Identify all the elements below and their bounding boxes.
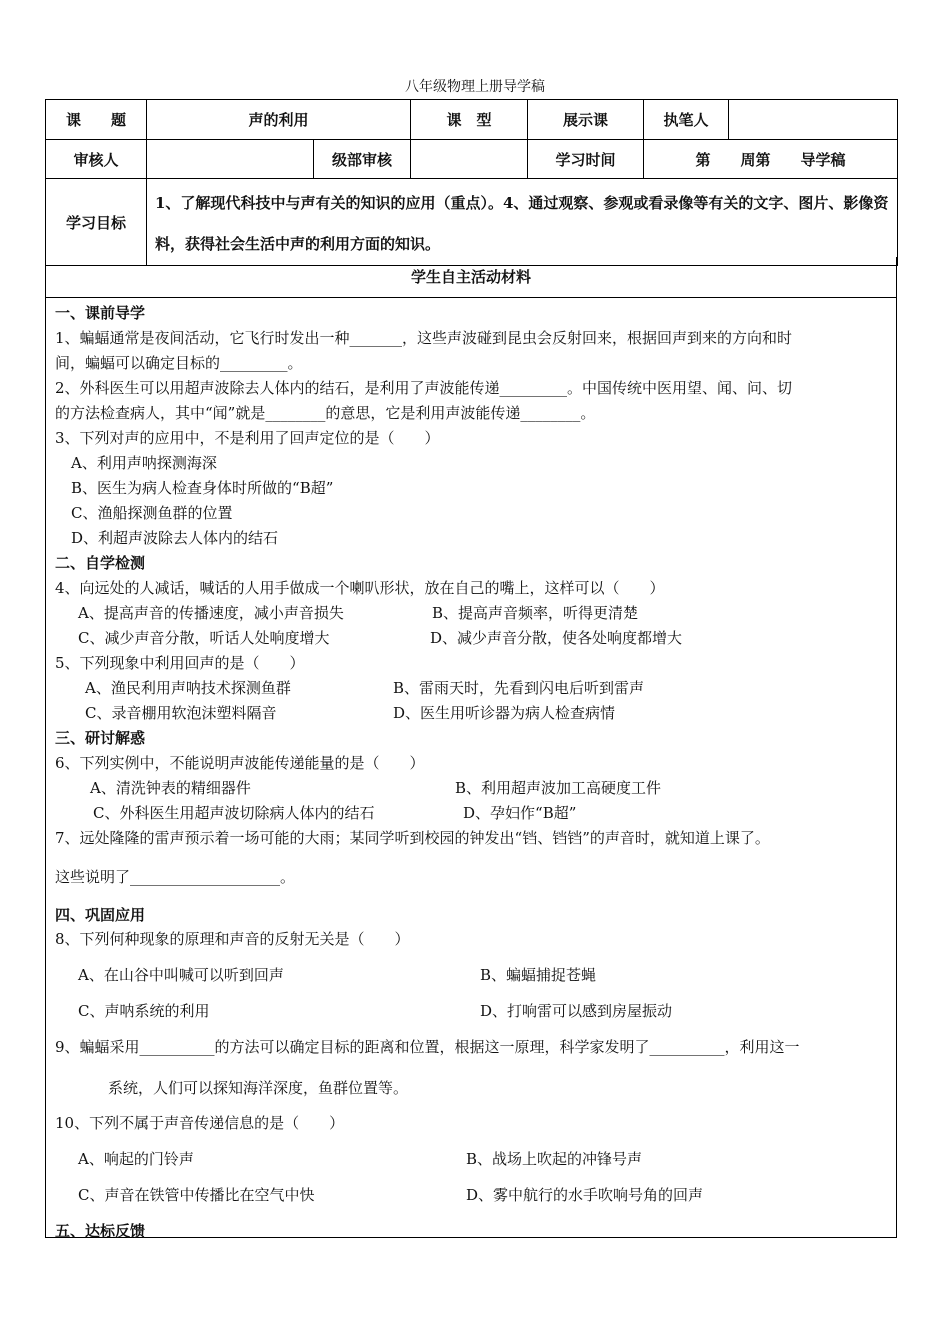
q10-option-b: B、战场上吹起的冲锋号声 [466, 1150, 643, 1168]
heading-consolidation: 四、巩固应用 [55, 906, 146, 924]
q3-option-a: A、利用声呐探测海深 [71, 454, 217, 472]
q1-line-2: 间，蝙蝠可以确定目标的_________。 [55, 354, 303, 372]
objectives-label: 学习目标 [46, 179, 147, 266]
grade-review-value [411, 140, 528, 179]
reviewer-value [147, 140, 314, 179]
q5-option-a: A、渔民利用声呐技术探测鱼群 [85, 679, 291, 697]
q4-option-c: C、减少声音分散，听话人处响度增大 [78, 629, 330, 647]
heading-feedback: 五、达标反馈 [55, 1222, 146, 1240]
study-time-value: 第 周第 导学稿 [644, 140, 898, 179]
q5-stem: 5、下列现象中利用回声的是（ ） [55, 654, 305, 672]
q2-line-2: 的方法检查病人，其中“闻”就是________的意思，它是利用声波能传递________。 [55, 404, 596, 422]
topic-value: 声的利用 [147, 100, 411, 140]
heading-pre-study: 一、课前导学 [55, 304, 146, 322]
q3-option-d: D、利超声波除去人体内的结石 [71, 529, 279, 547]
page-title: 八年级物理上册导学稿 [405, 79, 545, 95]
q4-option-b: B、提高声音频率，听得更清楚 [432, 604, 639, 622]
grade-review-label: 级部审核 [314, 140, 411, 179]
type-value: 展示课 [528, 100, 644, 140]
q6-option-b: B、利用超声波加工高硬度工件 [455, 779, 662, 797]
q9-line-1: 9、蝙蝠采用__________的方法可以确定目标的距离和位置，根据这一原理，科学家发明了__________，利用这一 [55, 1038, 800, 1056]
q6-option-d: D、孕妇作“B超” [463, 804, 577, 822]
type-label: 课 型 [411, 100, 528, 140]
topic-label: 课 题 [46, 100, 147, 140]
q6-option-a: A、清洗钟表的精细器件 [90, 779, 251, 797]
q9-line-2: 系统，人们可以探知海洋深度，鱼群位置等。 [108, 1079, 409, 1097]
q8-option-b: B、蝙蝠捕捉苍蝇 [480, 966, 597, 984]
q8-option-d: D、打响雷可以感到房屋振动 [480, 1002, 673, 1020]
q2-line-1: 2、外科医生可以用超声波除去人体内的结石，是利用了声波能传递_________。中国传统中医用望、闻、问、切 [55, 379, 793, 397]
q8-stem: 8、下列何种现象的原理和声音的反射无关是（ ） [55, 930, 410, 948]
heading-self-check: 二、自学检测 [55, 554, 146, 572]
q6-option-c: C、外科医生用超声波切除病人体内的结石 [93, 804, 375, 822]
q8-option-a: A、在山谷中叫喊可以听到回声 [78, 966, 284, 984]
q3-stem: 3、下列对声的应用中，不是利用了回声定位的是（ ） [55, 429, 440, 447]
writer-value [729, 100, 898, 140]
q10-option-c: C、声音在铁管中传播比在空气中快 [78, 1186, 315, 1204]
reviewer-label: 审核人 [46, 140, 147, 179]
header-table [45, 99, 898, 266]
q3-option-b: B、医生为病人检查身体时所做的“B超” [71, 479, 334, 497]
heading-discussion: 三、研讨解惑 [55, 729, 146, 747]
q5-option-c: C、录音棚用软泡沫塑料隔音 [85, 704, 277, 722]
q4-option-d: D、减少声音分散，使各处响度都增大 [430, 629, 683, 647]
section-title: 学生自主活动材料 [45, 257, 897, 298]
q10-stem: 10、下列不属于声音传递信息的是（ ） [55, 1114, 345, 1132]
q4-stem: 4、向远处的人减话，喊话的人用手做成一个喇叭形状，放在自己的嘴上，这样可以（ ） [55, 579, 665, 597]
q7-line-2: 这些说明了____________________。 [55, 868, 296, 886]
q10-option-a: A、响起的门铃声 [78, 1150, 194, 1168]
q5-option-b: B、雷雨天时，先看到闪电后听到雷声 [393, 679, 645, 697]
q1-line-1: 1、蝙蝠通常是夜间活动，它飞行时发出一种_______，这些声波碰到昆虫会反射回来，根据回声到来的方向和时 [55, 329, 793, 347]
study-time-label: 学习时间 [528, 140, 644, 179]
q7-line-1: 7、远处隆隆的雷声预示着一场可能的大雨；某同学听到校园的钟发出“铛、铛铛”的声音时，就知道上课了。 [55, 829, 770, 847]
writer-label: 执笔人 [644, 100, 729, 140]
q6-stem: 6、下列实例中，不能说明声波能传递能量的是（ ） [55, 754, 425, 772]
q4-option-a: A、提高声音的传播速度，减小声音损失 [78, 604, 344, 622]
q10-option-d: D、雾中航行的水手吹响号角的回声 [466, 1186, 704, 1204]
q5-option-d: D、医生用听诊器为病人检查病情 [393, 704, 616, 722]
q8-option-c: C、声呐系统的利用 [78, 1002, 210, 1020]
q3-option-c: C、渔船探测鱼群的位置 [71, 504, 233, 522]
objectives-value: 1、了解现代科技中与声有关的知识的应用（重点）。4、通过观察、参观或看录像等有关的文字、图片、影像资料，获得社会生活中声的利用方面的知识。 [147, 179, 898, 266]
